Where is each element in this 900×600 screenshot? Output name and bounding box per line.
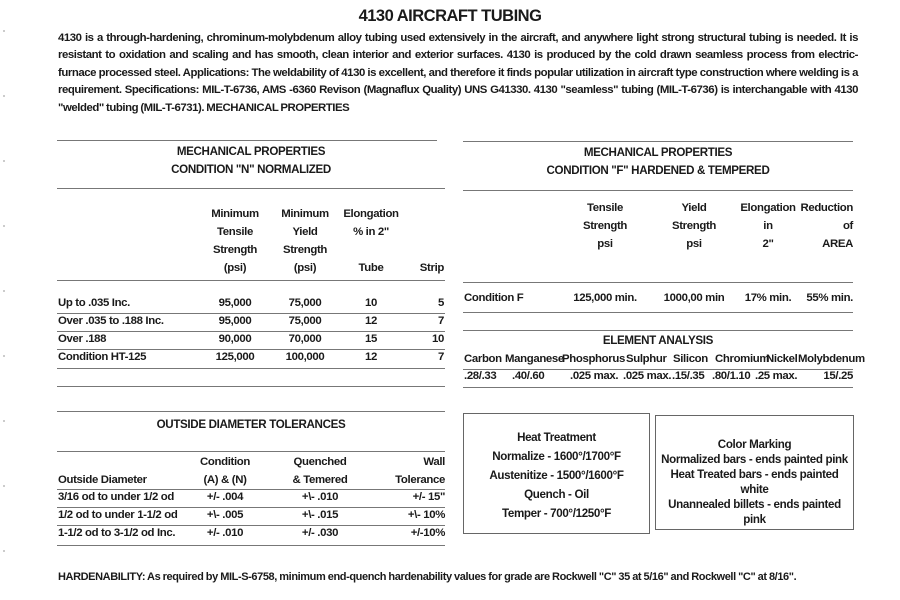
heat-treatment-line: Quench - Oil xyxy=(524,488,589,501)
element-value-chromium: .80/1.10 xyxy=(712,370,751,382)
strip-value: 7 xyxy=(438,351,444,363)
element-name-phosphorus: Phosphorus xyxy=(562,353,625,365)
divider xyxy=(463,330,853,331)
element-name-chromium: Chromium xyxy=(715,353,770,365)
scan-mark xyxy=(3,550,5,552)
col-header-tensile: Tensile Strength psi xyxy=(582,202,628,250)
scan-mark xyxy=(3,355,5,357)
intro-paragraph: 4130 is a through-hardening, chrominum-molybdenum alloy tubing used extensively in the aircraft, and anywhere light strong structural tubing is needed. It is resistant to oxidation and scaling and has smooth, clean interior and exterior surfaces. 4130 is produced by the cold drawn seamless process from electric-furnace processed steel. Applications: The weldability of 4130 is excellent, and therefore it finds popular utilization in aircraft type construction where welding is a requirement. Specifications: MIL-T-6736, AMS -6360 Revison (Magnaflux Quality) UNS G41330. 4130 "seamless" tubing (MIL-T-6736) is interchangable with 4130 "welded" tubing (MIL-T-6731). MECHANICAL PROPERTIES xyxy=(58,32,858,114)
tube-value: 12 xyxy=(365,351,377,363)
scan-mark xyxy=(3,290,5,292)
tensile-value: 95,000 xyxy=(218,297,252,309)
tube-value: 15 xyxy=(365,333,377,345)
wall-tolerance: +\- 10% xyxy=(407,509,445,521)
row-label: Condition F xyxy=(464,292,524,304)
elongation-value: 17% min. xyxy=(744,292,792,304)
color-marking-line: Unannealed billets - ends painted pink xyxy=(668,498,841,526)
scan-mark xyxy=(3,160,5,162)
divider xyxy=(463,141,853,142)
quenched-tolerance: +\- .015 xyxy=(301,509,339,521)
tensile-value: 95,000 xyxy=(218,315,252,327)
col-header-yield: Minimum Yield Strength (psi) xyxy=(281,208,329,274)
scan-mark xyxy=(3,30,5,32)
section-subheading: CONDITION "F" HARDENED & TEMPERED xyxy=(546,164,770,177)
heat-treatment-title: Heat Treatment xyxy=(517,431,596,444)
col-header-outside-diameter: Outside Diameter xyxy=(58,474,147,486)
scan-mark xyxy=(3,485,5,487)
quenched-tolerance: +/- .030 xyxy=(301,527,339,539)
color-marking-line: Normalized bars - ends painted pink xyxy=(661,453,848,466)
heat-treatment-line: Normalize - 1600°/1700°F xyxy=(492,450,621,463)
divider xyxy=(463,282,853,283)
normalized-heading xyxy=(57,143,445,179)
divider xyxy=(57,386,445,387)
element-name-carbon: Carbon xyxy=(464,353,502,365)
row-label: Over .035 to .188 Inc. xyxy=(58,315,164,327)
col-header-wall: Wall Tolerance xyxy=(395,456,445,486)
element-name-molybdenum: Molybdenum xyxy=(798,353,865,365)
heat-treatment-box xyxy=(463,413,650,534)
col-header-elongation: Elongation in 2" xyxy=(740,202,796,250)
tube-value: 10 xyxy=(365,297,377,309)
color-marking-line: Heat Treated bars - ends painted white xyxy=(670,468,839,496)
od-range: 1-1/2 od to 3-1/2 od Inc. xyxy=(58,527,176,539)
condition-tolerance: +/- .010 xyxy=(206,527,244,539)
element-value-molybdenum: 15/.25 xyxy=(823,370,853,382)
divider xyxy=(463,387,853,388)
wall-tolerance: +/-10% xyxy=(410,527,445,539)
yield-value: 75,000 xyxy=(288,297,322,309)
col-header-yield: Yield Strength psi xyxy=(671,202,717,250)
tensile-value: 125,000 xyxy=(215,351,255,363)
divider xyxy=(463,312,853,313)
section-subheading: CONDITION "N" NORMALIZED xyxy=(171,163,331,176)
strip-value: 10 xyxy=(432,333,444,345)
element-name-silicon: Silicon xyxy=(673,353,708,365)
color-marking-box xyxy=(655,415,854,530)
row-label: Up to .035 Inc. xyxy=(58,297,130,309)
element-name-sulphur: Sulphur xyxy=(626,353,667,365)
scan-mark xyxy=(3,95,5,97)
divider xyxy=(57,411,445,412)
divider xyxy=(57,368,445,369)
divider xyxy=(57,545,445,546)
col-header-tube: Tube xyxy=(358,262,384,274)
element-analysis-heading: ELEMENT ANALYSIS xyxy=(602,334,714,347)
condition-tolerance: +/- .004 xyxy=(206,491,244,503)
od-range: 1/2 od to under 1-1/2 od xyxy=(58,509,178,521)
divider xyxy=(463,190,853,191)
tensile-value: 125,000 min. xyxy=(573,292,637,304)
yield-value: 1000,00 min xyxy=(663,292,725,304)
col-header-strip: Strip xyxy=(419,262,444,274)
color-marking-title: Color Marking xyxy=(717,438,792,451)
col-header-quenched: Quenched & Temered xyxy=(292,456,348,486)
hardenability-note: HARDENABILITY: As required by MIL-S-6758, minimum end-quench hardenability values for grade are Rockwell "C" 35 at 5/16" and Rockwell "C" at 8/16". xyxy=(58,571,797,583)
row-label: Condition HT-125 xyxy=(58,351,147,363)
strip-value: 5 xyxy=(438,297,444,309)
yield-value: 75,000 xyxy=(288,315,322,327)
row-label: Over .188 xyxy=(58,333,107,345)
heat-treatment-line: Austenitize - 1500°/1600°F xyxy=(489,469,624,482)
divider xyxy=(57,451,445,452)
heat-treatment-line: Temper - 700°/1250°F xyxy=(501,507,612,520)
scan-mark xyxy=(3,420,5,422)
page-title: 4130 AIRCRAFT TUBING xyxy=(358,7,542,25)
section-heading: MECHANICAL PROPERTIES xyxy=(176,145,326,158)
col-header-elongation: Elongation % in 2" xyxy=(343,208,399,238)
element-name-nickel: Nickel xyxy=(766,353,798,365)
divider xyxy=(57,188,445,189)
element-value-sulphur: .025 max. xyxy=(623,370,672,382)
tube-value: 12 xyxy=(365,315,377,327)
yield-value: 70,000 xyxy=(288,333,322,345)
section-heading: MECHANICAL PROPERTIES xyxy=(583,146,733,159)
col-header-reduction: Reduction of AREA xyxy=(800,202,853,250)
col-header-condition: Condition (A) & (N) xyxy=(200,456,250,486)
col-header-tensile: Minimum Tensile Strength (psi) xyxy=(211,208,259,274)
quenched-tolerance: +\- .010 xyxy=(301,491,339,503)
tolerances-heading: OUTSIDE DIAMETER TOLERANCES xyxy=(156,418,346,431)
wall-tolerance: +/- 15" xyxy=(412,491,445,503)
condition-tolerance: +\- .005 xyxy=(206,509,244,521)
od-range: 3/16 od to under 1/2 od xyxy=(58,491,175,503)
scan-mark xyxy=(3,225,5,227)
reduction-value: 55% min. xyxy=(806,292,853,304)
strip-value: 7 xyxy=(438,315,444,327)
yield-value: 100,000 xyxy=(285,351,325,363)
hardened-heading xyxy=(463,144,853,180)
divider xyxy=(57,280,445,281)
element-value-silicon: .15/.35 xyxy=(672,370,705,382)
element-value-phosphorus: .025 max. xyxy=(570,370,619,382)
tensile-value: 90,000 xyxy=(218,333,252,345)
divider xyxy=(57,140,437,141)
element-value-carbon: .28/.33 xyxy=(464,370,497,382)
element-name-manganese: Manganese xyxy=(505,353,564,365)
element-value-nickel: .25 max. xyxy=(755,370,798,382)
element-value-manganese: .40/.60 xyxy=(512,370,545,382)
